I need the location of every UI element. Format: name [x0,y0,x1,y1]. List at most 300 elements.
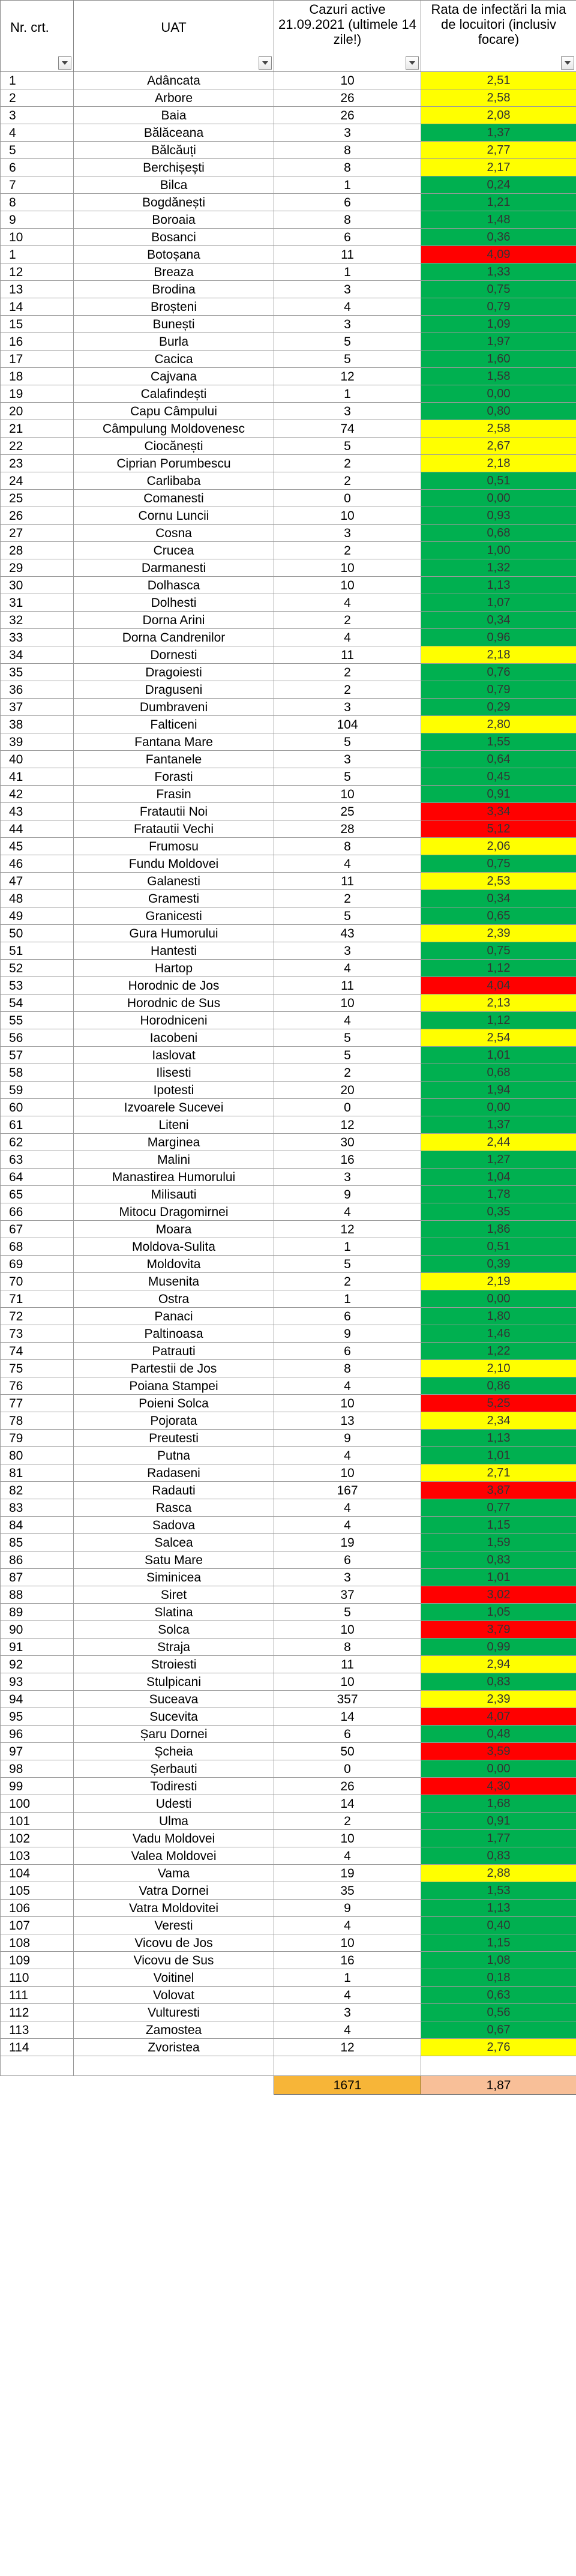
active-cases-cell[interactable]: 2 [274,472,421,490]
active-cases-cell[interactable]: 12 [274,368,421,385]
row-number-cell[interactable]: 95 [1,1708,74,1726]
uat-name-cell[interactable]: Calafindești [74,385,274,403]
infection-rate-cell[interactable]: 1,55 [421,733,576,751]
uat-name-cell[interactable]: Izvoarele Sucevei [74,1099,274,1116]
row-number-cell[interactable]: 107 [1,1917,74,1934]
uat-name-cell[interactable]: Dornesti [74,646,274,664]
infection-rate-cell[interactable]: 1,27 [421,1151,576,1169]
active-cases-cell[interactable]: 4 [274,960,421,977]
infection-rate-cell[interactable]: 1,32 [421,559,576,577]
row-number-cell[interactable]: 97 [1,1743,74,1760]
uat-name-cell[interactable]: Malini [74,1151,274,1169]
infection-rate-cell[interactable]: 1,22 [421,1343,576,1360]
active-cases-cell[interactable]: 0 [274,490,421,507]
filter-dropdown-icon[interactable] [58,56,71,70]
row-number-cell[interactable]: 33 [1,629,74,646]
uat-name-cell[interactable]: Vicovu de Sus [74,1952,274,1969]
infection-rate-cell[interactable]: 1,58 [421,368,576,385]
active-cases-cell[interactable]: 5 [274,333,421,351]
active-cases-cell[interactable]: 50 [274,1743,421,1760]
infection-rate-cell[interactable]: 1,15 [421,1934,576,1952]
active-cases-cell[interactable]: 30 [274,1134,421,1151]
active-cases-cell[interactable]: 3 [274,2004,421,2021]
infection-rate-cell[interactable]: 1,13 [421,577,576,594]
row-number-cell[interactable]: 64 [1,1169,74,1186]
row-number-cell[interactable]: 65 [1,1186,74,1203]
active-cases-cell[interactable]: 25 [274,803,421,820]
uat-name-cell[interactable]: Dorna Arini [74,612,274,629]
infection-rate-cell[interactable]: 1,12 [421,1012,576,1029]
active-cases-cell[interactable]: 11 [274,873,421,890]
uat-name-cell[interactable]: Frasin [74,786,274,803]
active-cases-cell[interactable]: 37 [274,1586,421,1604]
infection-rate-cell[interactable]: 0,34 [421,612,576,629]
active-cases-cell[interactable]: 1 [274,176,421,194]
infection-rate-cell[interactable]: 0,75 [421,942,576,960]
uat-name-cell[interactable]: Stroiesti [74,1656,274,1673]
infection-rate-cell[interactable]: 2,39 [421,925,576,942]
row-number-cell[interactable]: 77 [1,1395,74,1412]
uat-name-cell[interactable]: Siret [74,1586,274,1604]
row-number-cell[interactable]: 63 [1,1151,74,1169]
row-number-cell[interactable]: 54 [1,995,74,1012]
row-number-cell[interactable]: 79 [1,1430,74,1447]
infection-rate-cell[interactable]: 0,91 [421,786,576,803]
uat-name-cell[interactable]: Ulma [74,1813,274,1830]
uat-name-cell[interactable]: Ilisesti [74,1064,274,1082]
infection-rate-cell[interactable]: 3,79 [421,1621,576,1639]
row-number-cell[interactable]: 104 [1,1865,74,1882]
infection-rate-cell[interactable]: 1,37 [421,1116,576,1134]
row-number-cell[interactable]: 96 [1,1726,74,1743]
uat-name-cell[interactable]: Arbore [74,89,274,107]
row-number-cell[interactable]: 102 [1,1830,74,1847]
row-number-cell[interactable]: 114 [1,2039,74,2056]
uat-name-cell[interactable]: Șcheia [74,1743,274,1760]
uat-name-cell[interactable]: Șerbauti [74,1760,274,1778]
infection-rate-cell[interactable]: 2,80 [421,716,576,733]
uat-name-cell[interactable]: Vadu Moldovei [74,1830,274,1847]
row-number-cell[interactable]: 59 [1,1082,74,1099]
active-cases-cell[interactable]: 3 [274,751,421,768]
uat-name-cell[interactable]: Burla [74,333,274,351]
row-number-cell[interactable]: 1 [1,246,74,263]
active-cases-cell[interactable]: 74 [274,420,421,438]
row-number-cell[interactable]: 31 [1,594,74,612]
row-number-cell[interactable]: 22 [1,438,74,455]
filter-dropdown-icon[interactable] [259,56,272,70]
uat-name-cell[interactable]: Gramesti [74,890,274,907]
row-number-cell[interactable]: 4 [1,124,74,142]
active-cases-cell[interactable]: 4 [274,1012,421,1029]
active-cases-cell[interactable]: 35 [274,1882,421,1900]
row-number-cell[interactable]: 90 [1,1621,74,1639]
active-cases-cell[interactable]: 10 [274,1673,421,1691]
infection-rate-cell[interactable]: 1,59 [421,1534,576,1551]
infection-rate-cell[interactable]: 0,35 [421,1203,576,1221]
active-cases-cell[interactable]: 9 [274,1430,421,1447]
total-rate-cell[interactable]: 1,87 [421,2076,576,2095]
active-cases-cell[interactable]: 5 [274,1029,421,1047]
active-cases-cell[interactable]: 5 [274,907,421,925]
infection-rate-cell[interactable]: 0,34 [421,890,576,907]
infection-rate-cell[interactable]: 0,91 [421,1813,576,1830]
uat-name-cell[interactable]: Fantanele [74,751,274,768]
infection-rate-cell[interactable]: 0,83 [421,1551,576,1569]
row-number-cell[interactable]: 78 [1,1412,74,1430]
infection-rate-cell[interactable]: 3,34 [421,803,576,820]
uat-name-cell[interactable]: Baia [74,107,274,124]
row-number-cell[interactable]: 100 [1,1795,74,1813]
infection-rate-cell[interactable]: 2,94 [421,1656,576,1673]
uat-name-cell[interactable]: Vicovu de Jos [74,1934,274,1952]
row-number-cell[interactable]: 51 [1,942,74,960]
infection-rate-cell[interactable]: 0,51 [421,1238,576,1256]
infection-rate-cell[interactable]: 0,76 [421,664,576,681]
active-cases-cell[interactable]: 10 [274,559,421,577]
uat-name-cell[interactable]: Zvoristea [74,2039,274,2056]
uat-name-cell[interactable]: Putna [74,1447,274,1464]
row-number-cell[interactable]: 37 [1,699,74,716]
infection-rate-cell[interactable]: 0,67 [421,2021,576,2039]
infection-rate-cell[interactable]: 1,12 [421,960,576,977]
row-number-cell[interactable]: 113 [1,2021,74,2039]
infection-rate-cell[interactable]: 3,59 [421,1743,576,1760]
row-number-cell[interactable]: 58 [1,1064,74,1082]
row-number-cell[interactable]: 91 [1,1639,74,1656]
uat-name-cell[interactable]: Dolhasca [74,577,274,594]
row-number-cell[interactable]: 67 [1,1221,74,1238]
row-number-cell[interactable]: 2 [1,89,74,107]
row-number-cell[interactable]: 94 [1,1691,74,1708]
row-number-cell[interactable]: 103 [1,1847,74,1865]
row-number-cell[interactable]: 41 [1,768,74,786]
row-number-cell[interactable]: 99 [1,1778,74,1795]
uat-name-cell[interactable]: Botoșana [74,246,274,263]
infection-rate-cell[interactable]: 2,53 [421,873,576,890]
active-cases-cell[interactable]: 14 [274,1795,421,1813]
active-cases-cell[interactable]: 12 [274,2039,421,2056]
row-number-cell[interactable]: 43 [1,803,74,820]
uat-name-cell[interactable]: Bălăceana [74,124,274,142]
active-cases-cell[interactable]: 6 [274,1343,421,1360]
active-cases-cell[interactable]: 2 [274,1064,421,1082]
row-number-cell[interactable]: 46 [1,855,74,873]
uat-name-cell[interactable]: Moara [74,1221,274,1238]
row-number-cell[interactable]: 21 [1,420,74,438]
uat-name-cell[interactable]: Dumbraveni [74,699,274,716]
row-number-cell[interactable]: 39 [1,733,74,751]
uat-name-cell[interactable]: Brodina [74,281,274,298]
uat-name-cell[interactable]: Cacica [74,351,274,368]
uat-name-cell[interactable]: Breaza [74,263,274,281]
row-number-cell[interactable]: 38 [1,716,74,733]
infection-rate-cell[interactable]: 3,87 [421,1482,576,1499]
active-cases-cell[interactable]: 4 [274,855,421,873]
row-number-cell[interactable]: 81 [1,1464,74,1482]
uat-name-cell[interactable]: Dorna Candrenilor [74,629,274,646]
uat-name-cell[interactable]: Ostra [74,1290,274,1308]
row-number-cell[interactable]: 27 [1,525,74,542]
infection-rate-cell[interactable]: 2,58 [421,420,576,438]
infection-rate-cell[interactable]: 0,79 [421,298,576,316]
uat-name-cell[interactable]: Ciprian Porumbescu [74,455,274,472]
infection-rate-cell[interactable]: 1,09 [421,316,576,333]
active-cases-cell[interactable]: 3 [274,124,421,142]
uat-name-cell[interactable]: Preutesti [74,1430,274,1447]
active-cases-cell[interactable]: 2 [274,542,421,559]
uat-name-cell[interactable]: Panaci [74,1308,274,1325]
infection-rate-cell[interactable]: 1,07 [421,594,576,612]
active-cases-cell[interactable]: 5 [274,351,421,368]
infection-rate-cell[interactable]: 1,01 [421,1447,576,1464]
active-cases-cell[interactable]: 14 [274,1708,421,1726]
infection-rate-cell[interactable]: 5,25 [421,1395,576,1412]
active-cases-cell[interactable]: 4 [274,594,421,612]
infection-rate-cell[interactable]: 1,78 [421,1186,576,1203]
uat-name-cell[interactable]: Câmpulung Moldovenesc [74,420,274,438]
infection-rate-cell[interactable]: 1,21 [421,194,576,211]
active-cases-cell[interactable]: 12 [274,1221,421,1238]
infection-rate-cell[interactable]: 0,80 [421,403,576,420]
uat-name-cell[interactable]: Ipotesti [74,1082,274,1099]
row-number-cell[interactable]: 28 [1,542,74,559]
active-cases-cell[interactable]: 2 [274,1813,421,1830]
row-number-cell[interactable]: 69 [1,1256,74,1273]
active-cases-cell[interactable]: 1 [274,1290,421,1308]
active-cases-cell[interactable]: 10 [274,1464,421,1482]
row-number-cell[interactable]: 66 [1,1203,74,1221]
active-cases-cell[interactable]: 3 [274,403,421,420]
uat-name-cell[interactable]: Voitinel [74,1969,274,1987]
infection-rate-cell[interactable]: 2,54 [421,1029,576,1047]
uat-name-cell[interactable]: Gura Humorului [74,925,274,942]
uat-name-cell[interactable]: Cosna [74,525,274,542]
uat-name-cell[interactable]: Satu Mare [74,1551,274,1569]
uat-name-cell[interactable]: Patrauti [74,1343,274,1360]
active-cases-cell[interactable]: 10 [274,72,421,89]
row-number-cell[interactable]: 35 [1,664,74,681]
active-cases-cell[interactable]: 4 [274,1499,421,1517]
uat-name-cell[interactable]: Vatra Moldovitei [74,1900,274,1917]
active-cases-cell[interactable]: 11 [274,977,421,995]
active-cases-cell[interactable]: 4 [274,1203,421,1221]
uat-name-cell[interactable]: Liteni [74,1116,274,1134]
uat-name-cell[interactable]: Valea Moldovei [74,1847,274,1865]
active-cases-cell[interactable]: 10 [274,1395,421,1412]
infection-rate-cell[interactable]: 2,13 [421,995,576,1012]
uat-name-cell[interactable]: Horodnic de Jos [74,977,274,995]
row-number-cell[interactable]: 47 [1,873,74,890]
infection-rate-cell[interactable]: 0,56 [421,2004,576,2021]
active-cases-cell[interactable]: 6 [274,194,421,211]
uat-name-cell[interactable]: Bosanci [74,229,274,246]
row-number-cell[interactable]: 55 [1,1012,74,1029]
active-cases-cell[interactable]: 10 [274,1621,421,1639]
infection-rate-cell[interactable]: 0,36 [421,229,576,246]
active-cases-cell[interactable]: 4 [274,1987,421,2004]
active-cases-cell[interactable]: 5 [274,733,421,751]
uat-name-cell[interactable]: Udesti [74,1795,274,1813]
infection-rate-cell[interactable]: 0,64 [421,751,576,768]
infection-rate-cell[interactable]: 0,86 [421,1377,576,1395]
uat-name-cell[interactable]: Bogdănești [74,194,274,211]
infection-rate-cell[interactable]: 1,04 [421,1169,576,1186]
active-cases-cell[interactable]: 3 [274,525,421,542]
infection-rate-cell[interactable]: 0,77 [421,1499,576,1517]
filter-dropdown-icon[interactable] [406,56,419,70]
active-cases-cell[interactable]: 9 [274,1900,421,1917]
uat-name-cell[interactable]: Darmanesti [74,559,274,577]
active-cases-cell[interactable]: 8 [274,159,421,176]
active-cases-cell[interactable]: 3 [274,942,421,960]
row-number-cell[interactable]: 82 [1,1482,74,1499]
row-number-cell[interactable]: 9 [1,211,74,229]
row-number-cell[interactable]: 70 [1,1273,74,1290]
active-cases-cell[interactable]: 2 [274,612,421,629]
row-number-cell[interactable]: 26 [1,507,74,525]
row-number-cell[interactable]: 24 [1,472,74,490]
uat-name-cell[interactable]: Partestii de Jos [74,1360,274,1377]
row-number-cell[interactable]: 15 [1,316,74,333]
active-cases-cell[interactable]: 357 [274,1691,421,1708]
row-number-cell[interactable]: 85 [1,1534,74,1551]
uat-name-cell[interactable]: Bălcăuți [74,142,274,159]
row-number-cell[interactable]: 45 [1,838,74,855]
filter-dropdown-icon[interactable] [561,56,574,70]
infection-rate-cell[interactable]: 1,60 [421,351,576,368]
infection-rate-cell[interactable]: 1,13 [421,1900,576,1917]
infection-rate-cell[interactable]: 1,08 [421,1952,576,1969]
active-cases-cell[interactable]: 4 [274,1847,421,1865]
infection-rate-cell[interactable]: 1,97 [421,333,576,351]
infection-rate-cell[interactable]: 0,96 [421,629,576,646]
infection-rate-cell[interactable]: 1,05 [421,1604,576,1621]
row-number-cell[interactable]: 68 [1,1238,74,1256]
active-cases-cell[interactable]: 5 [274,438,421,455]
row-number-cell[interactable]: 57 [1,1047,74,1064]
active-cases-cell[interactable]: 1 [274,1969,421,1987]
uat-name-cell[interactable]: Forasti [74,768,274,786]
uat-name-cell[interactable]: Broșteni [74,298,274,316]
infection-rate-cell[interactable]: 2,06 [421,838,576,855]
infection-rate-cell[interactable]: 2,17 [421,159,576,176]
uat-name-cell[interactable]: Dragoiesti [74,664,274,681]
uat-name-cell[interactable]: Vulturesti [74,2004,274,2021]
row-number-cell[interactable]: 49 [1,907,74,925]
row-number-cell[interactable]: 36 [1,681,74,699]
infection-rate-cell[interactable]: 2,71 [421,1464,576,1482]
row-number-cell[interactable]: 62 [1,1134,74,1151]
uat-name-cell[interactable]: Hartop [74,960,274,977]
active-cases-cell[interactable]: 8 [274,838,421,855]
infection-rate-cell[interactable]: 0,48 [421,1726,576,1743]
infection-rate-cell[interactable]: 0,24 [421,176,576,194]
uat-name-cell[interactable]: Capu Câmpului [74,403,274,420]
infection-rate-cell[interactable]: 1,33 [421,263,576,281]
uat-name-cell[interactable]: Sadova [74,1517,274,1534]
infection-rate-cell[interactable]: 2,44 [421,1134,576,1151]
infection-rate-cell[interactable]: 1,86 [421,1221,576,1238]
active-cases-cell[interactable]: 2 [274,664,421,681]
row-number-cell[interactable]: 105 [1,1882,74,1900]
active-cases-cell[interactable]: 10 [274,786,421,803]
active-cases-cell[interactable]: 8 [274,142,421,159]
row-number-cell[interactable]: 109 [1,1952,74,1969]
row-number-cell[interactable]: 32 [1,612,74,629]
row-number-cell[interactable]: 17 [1,351,74,368]
uat-name-cell[interactable]: Comanesti [74,490,274,507]
row-number-cell[interactable]: 10 [1,229,74,246]
infection-rate-cell[interactable]: 1,48 [421,211,576,229]
uat-name-cell[interactable]: Frumosu [74,838,274,855]
infection-rate-cell[interactable]: 1,77 [421,1830,576,1847]
row-number-cell[interactable]: 48 [1,890,74,907]
active-cases-cell[interactable]: 167 [274,1482,421,1499]
active-cases-cell[interactable]: 19 [274,1534,421,1551]
infection-rate-cell[interactable]: 0,79 [421,681,576,699]
uat-name-cell[interactable]: Bilca [74,176,274,194]
row-number-cell[interactable]: 40 [1,751,74,768]
infection-rate-cell[interactable]: 4,09 [421,246,576,263]
row-number-cell[interactable]: 108 [1,1934,74,1952]
uat-name-cell[interactable]: Ciocănești [74,438,274,455]
row-number-cell[interactable]: 76 [1,1377,74,1395]
row-number-cell[interactable]: 8 [1,194,74,211]
infection-rate-cell[interactable]: 1,94 [421,1082,576,1099]
uat-name-cell[interactable]: Slatina [74,1604,274,1621]
infection-rate-cell[interactable]: 0,65 [421,907,576,925]
row-number-cell[interactable]: 7 [1,176,74,194]
row-number-cell[interactable]: 50 [1,925,74,942]
active-cases-cell[interactable]: 4 [274,1517,421,1534]
infection-rate-cell[interactable]: 1,01 [421,1047,576,1064]
active-cases-cell[interactable]: 0 [274,1099,421,1116]
active-cases-cell[interactable]: 10 [274,1934,421,1952]
active-cases-cell[interactable]: 5 [274,1047,421,1064]
uat-name-cell[interactable]: Berchișești [74,159,274,176]
uat-name-cell[interactable]: Paltinoasa [74,1325,274,1343]
active-cases-cell[interactable]: 8 [274,211,421,229]
uat-name-cell[interactable]: Fundu Moldovei [74,855,274,873]
infection-rate-cell[interactable]: 0,68 [421,525,576,542]
uat-name-cell[interactable]: Mitocu Dragomirnei [74,1203,274,1221]
infection-rate-cell[interactable]: 0,00 [421,385,576,403]
active-cases-cell[interactable]: 28 [274,820,421,838]
active-cases-cell[interactable]: 19 [274,1865,421,1882]
row-number-cell[interactable]: 14 [1,298,74,316]
infection-rate-cell[interactable]: 2,19 [421,1273,576,1290]
infection-rate-cell[interactable]: 2,88 [421,1865,576,1882]
active-cases-cell[interactable]: 4 [274,1447,421,1464]
active-cases-cell[interactable]: 6 [274,229,421,246]
row-number-cell[interactable]: 98 [1,1760,74,1778]
uat-name-cell[interactable]: Marginea [74,1134,274,1151]
row-number-cell[interactable]: 34 [1,646,74,664]
infection-rate-cell[interactable]: 0,00 [421,1760,576,1778]
row-number-cell[interactable]: 110 [1,1969,74,1987]
uat-name-cell[interactable]: Siminicea [74,1569,274,1586]
uat-name-cell[interactable]: Granicesti [74,907,274,925]
active-cases-cell[interactable]: 11 [274,246,421,263]
row-number-cell[interactable]: 71 [1,1290,74,1308]
infection-rate-cell[interactable]: 0,18 [421,1969,576,1987]
uat-name-cell[interactable]: Falticeni [74,716,274,733]
infection-rate-cell[interactable]: 2,58 [421,89,576,107]
row-number-cell[interactable]: 101 [1,1813,74,1830]
infection-rate-cell[interactable]: 0,99 [421,1639,576,1656]
row-number-cell[interactable]: 93 [1,1673,74,1691]
